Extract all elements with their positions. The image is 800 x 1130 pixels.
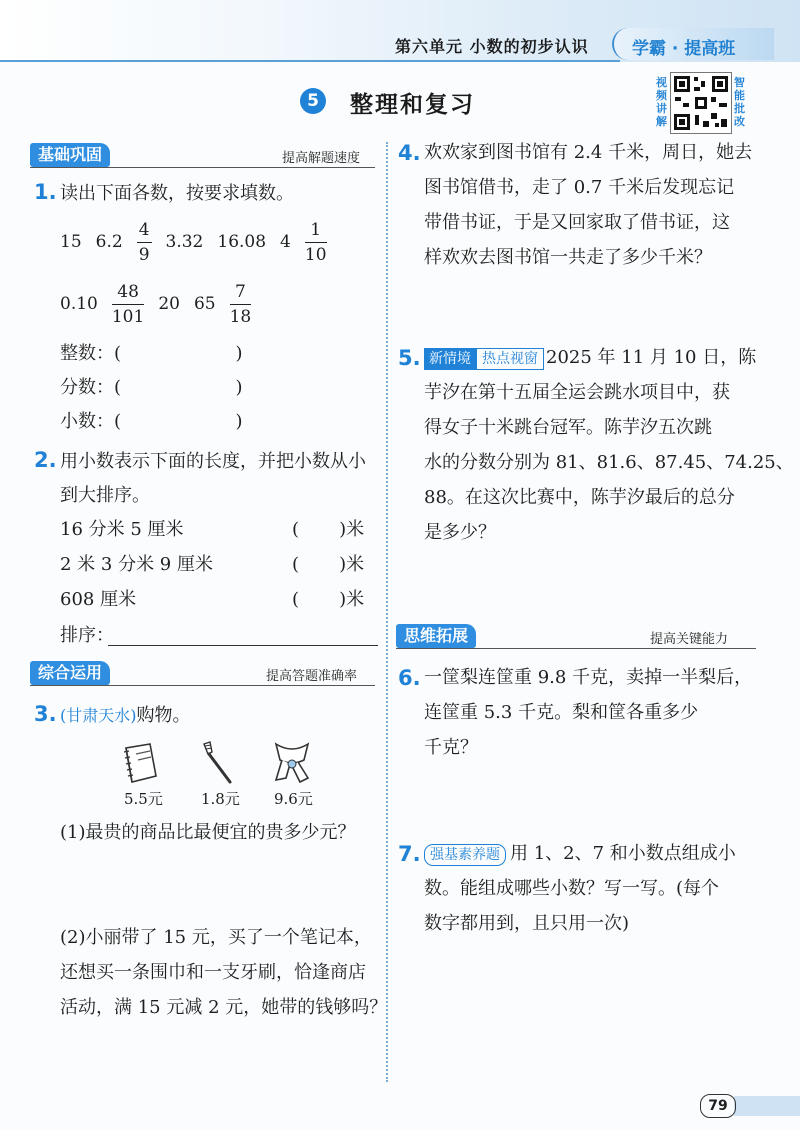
q3-sub-question-2-line-3: 活动，满 15 元减 2 元，她带的钱够吗？ bbox=[60, 997, 388, 1018]
brand-label: 学霸 · 提高班 bbox=[632, 39, 736, 59]
question-number: 7. bbox=[398, 842, 421, 866]
answer-blank-fractions[interactable]: 分数：( ) bbox=[60, 377, 243, 398]
q6-line-1: 一筐梨连筐重 9.8 千克，卖掉一半梨后， bbox=[424, 667, 753, 688]
header-divider bbox=[0, 60, 620, 62]
page-band bbox=[734, 1096, 800, 1116]
length-answer-blank[interactable]: ( )米 bbox=[292, 519, 365, 540]
location-tag: (甘肃天水) bbox=[60, 706, 137, 725]
q7-line-2: 数。能组成哪些小数？写一写。(每个 bbox=[424, 878, 720, 899]
q7-line-1 bbox=[424, 836, 736, 872]
column-divider bbox=[386, 142, 388, 1082]
hot-topic-tag: 热点视窗 bbox=[476, 348, 544, 370]
qr-code-icon[interactable] bbox=[670, 72, 732, 134]
number-item: 15 bbox=[60, 232, 82, 252]
q7-text: 用 1、2、7 和小数点组成小 bbox=[510, 843, 736, 864]
length-item-label: 2 米 3 分米 9 厘米 bbox=[60, 554, 213, 575]
q4-line-3: 带借书证，于是又回家取了借书证，这 bbox=[424, 212, 730, 233]
sort-label: 排序： bbox=[60, 625, 114, 646]
notebook-icon bbox=[120, 740, 160, 790]
question-number: 5. bbox=[398, 346, 421, 370]
toothbrush-icon bbox=[198, 740, 238, 790]
price-label: 9.6元 bbox=[274, 790, 313, 808]
question-number: 1. bbox=[34, 180, 57, 204]
number-item: 20 bbox=[158, 294, 180, 314]
answer-blank-decimals[interactable]: 小数：( ) bbox=[60, 411, 243, 432]
sort-answer-line[interactable] bbox=[108, 645, 378, 646]
section-tag-comprehensive: 综合运用 bbox=[30, 661, 110, 685]
length-item-label: 608 厘米 bbox=[60, 589, 137, 610]
number-item: 3.32 bbox=[165, 232, 204, 252]
number-item: 16.08 bbox=[217, 232, 267, 252]
q3-text-line bbox=[60, 698, 191, 734]
question-number: 2. bbox=[34, 448, 57, 472]
core-literacy-tag: 强基素养题 bbox=[424, 844, 506, 866]
length-answer-blank[interactable]: ( )米 bbox=[292, 554, 365, 575]
section-note-basic: 提高解题速度 bbox=[282, 151, 361, 166]
q3-sub-question-1: (1)最贵的商品比最便宜的贵多少元？ bbox=[60, 822, 356, 843]
q6-line-3: 千克？ bbox=[424, 737, 478, 758]
scarf-icon bbox=[270, 738, 314, 790]
q5-text: 2025 年 11 月 10 日，陈 bbox=[546, 347, 757, 368]
q5-line-1 bbox=[424, 340, 756, 376]
q5-line-6: 是多少？ bbox=[424, 522, 496, 543]
fraction: $\frac{48}{101}$ bbox=[111, 281, 145, 327]
q3-sub-question-2-line-1: (2)小丽带了 15 元，买了一个笔记本， bbox=[60, 927, 372, 948]
section-note-comprehensive: 提高答题准确率 bbox=[266, 669, 358, 684]
q5-line-5: 88。在这次比赛中，陈芋汐最后的总分 bbox=[424, 487, 735, 508]
length-answer-blank[interactable]: ( )米 bbox=[292, 589, 365, 610]
q5-line-3: 得女子十米跳台冠军。陈芋汐五次跳 bbox=[424, 417, 712, 438]
page-number: 79 bbox=[700, 1094, 736, 1118]
q3-text: 购物。 bbox=[136, 705, 191, 726]
q3-sub-question-2-line-2: 还想买一条围巾和一支牙刷，恰逢商店 bbox=[60, 962, 366, 983]
fraction: $\frac{7}{18}$ bbox=[229, 281, 252, 327]
section-line bbox=[396, 648, 756, 649]
question-number: 4. bbox=[398, 141, 421, 165]
number-item: 65 bbox=[193, 294, 216, 314]
length-item-label: 16 分米 5 厘米 bbox=[60, 519, 184, 540]
question-number: 3. bbox=[34, 702, 57, 726]
q2-line-2: 到大排序。 bbox=[60, 485, 150, 506]
answer-blank-integers[interactable]: 整数：( ) bbox=[60, 343, 243, 364]
page-title: 整理和复习 bbox=[350, 92, 475, 118]
section-tag-basic: 基础巩固 bbox=[30, 143, 110, 167]
q1-text: 读出下面各数，按要求填数。 bbox=[60, 183, 294, 204]
qr-grading-label: 智能批改 bbox=[734, 76, 745, 128]
unit-title: 第六单元 小数的初步认识 bbox=[395, 37, 589, 56]
number-item: 0.10 bbox=[60, 294, 98, 314]
q6-line-2: 连筐重 5.3 千克。梨和筐各重多少 bbox=[424, 702, 699, 723]
q5-line-2: 芋汐在第十五届全运会跳水项目中，获 bbox=[424, 382, 730, 403]
fraction: $\frac{1}{10}$ bbox=[304, 219, 327, 265]
price-label: 1.8元 bbox=[201, 790, 240, 808]
q1-number-row-2 bbox=[60, 276, 251, 332]
question-number: 6. bbox=[398, 666, 421, 690]
q1-number-row-1 bbox=[60, 214, 327, 270]
section-line bbox=[30, 167, 375, 168]
section-tag-thinking: 思维拓展 bbox=[396, 624, 476, 648]
price-label: 5.5元 bbox=[124, 790, 163, 808]
q5-line-4: 水的分数分别为 81、81.6、87.45、74.25、 bbox=[424, 452, 794, 473]
qr-video-label: 视频讲解 bbox=[656, 76, 667, 128]
number-item: 6.2 bbox=[95, 232, 123, 252]
q4-line-2: 图书馆借书，走了 0.7 千米后发现忘记 bbox=[424, 177, 735, 198]
section-note-thinking: 提高关键能力 bbox=[650, 632, 729, 647]
new-context-tag: 新情境 bbox=[424, 348, 476, 370]
q4-line-4: 样欢欢去图书馆一共走了多少千米？ bbox=[424, 247, 712, 268]
q7-line-3: 数字都用到，且只用一次) bbox=[424, 913, 630, 934]
number-item: 4 bbox=[280, 232, 291, 252]
q2-line-1: 用小数表示下面的长度，并把小数从小 bbox=[60, 451, 366, 472]
q4-line-1: 欢欢家到图书馆有 2.4 千米，周日，她去 bbox=[424, 142, 753, 163]
section-line bbox=[30, 685, 375, 686]
lesson-number-badge: 5 bbox=[300, 88, 326, 114]
fraction: $\frac{4}{9}$ bbox=[138, 219, 150, 265]
